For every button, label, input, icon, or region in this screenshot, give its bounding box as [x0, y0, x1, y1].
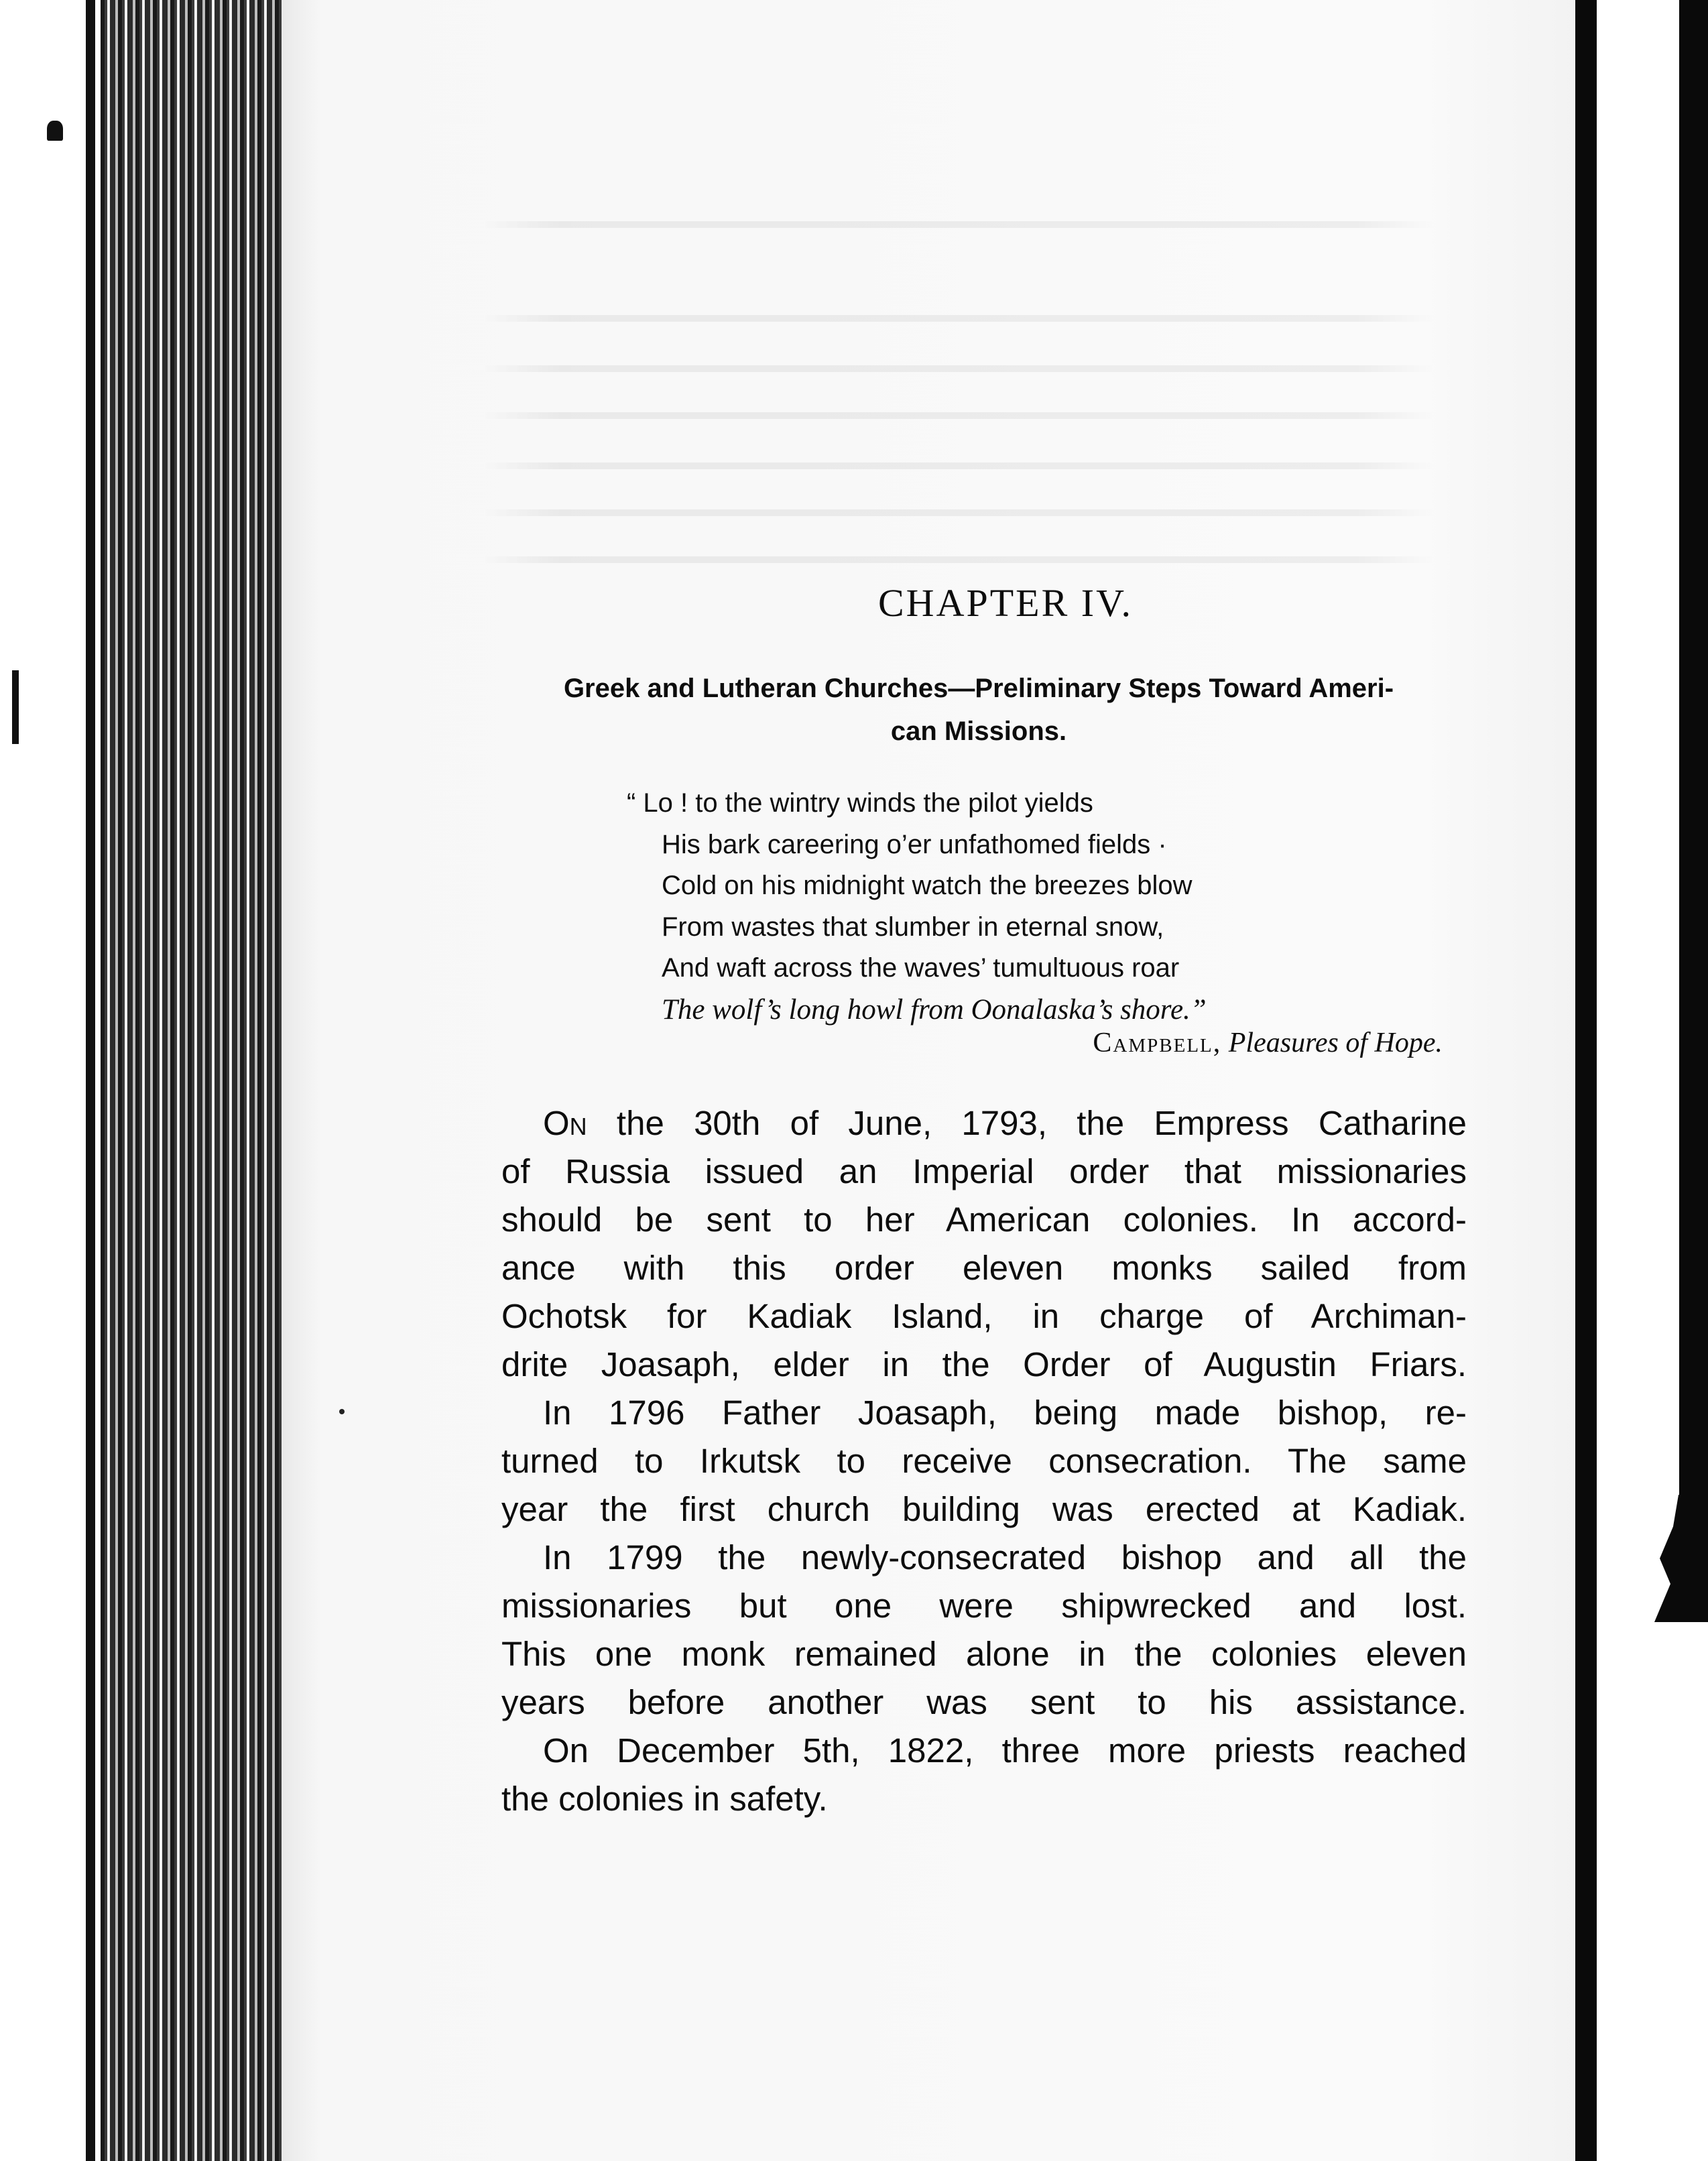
show-through-line [483, 365, 1435, 372]
paragraph-line: turned to Irkutsk to receive consecration. The same [501, 1442, 1467, 1480]
epigraph-attribution [737, 1027, 1443, 1059]
paragraph-initial: On [543, 1104, 587, 1142]
verse-line: From wastes that slumber in eternal snow, [662, 912, 1164, 942]
scan-left-border [86, 0, 95, 2161]
scan-right-border [1679, 0, 1708, 1622]
paragraph [501, 1727, 1467, 1823]
verse-line: The wolf’s long howl from Oonalaska’s shore.” [662, 993, 1207, 1026]
paragraph-line: On December 5th, 1822, three more priests reached [543, 1731, 1467, 1770]
paragraph-line: the colonies in safety. [501, 1780, 828, 1818]
show-through-line [483, 315, 1435, 322]
paragraph [501, 1389, 1467, 1534]
subtitle-line: can Missions. [890, 717, 1067, 746]
paragraph-line: In 1799 the newly-consecrated bishop and all the [543, 1538, 1467, 1577]
verse-line: “ Lo ! to the wintry winds the pilot yields [627, 788, 1093, 818]
book-right-spine [1575, 0, 1597, 2161]
scan-right-artifact [1654, 1495, 1708, 1622]
chapter-body [501, 1099, 1467, 1823]
paragraph-line: drite Joasaph, elder in the Order of Augustin Friars. [501, 1345, 1467, 1383]
show-through-line [483, 412, 1435, 419]
show-through-line [483, 509, 1435, 516]
book-page-edges [101, 0, 282, 2161]
show-through-line [483, 462, 1435, 469]
scan-artifact-mark [47, 121, 63, 141]
subtitle-line: Greek and Lutheran Churches—Preliminary Steps Toward Ameri- [563, 674, 1394, 703]
paragraph-line: should be sent to her American colonies. In accord- [501, 1200, 1467, 1239]
paragraph-line: In 1796 Father Joasaph, being made bishop, re- [543, 1394, 1467, 1432]
paragraph-line: years before another was sent to his assistance. [501, 1683, 1467, 1721]
paragraph-line: missionaries but one were shipwrecked and lost. [501, 1587, 1467, 1625]
verse-line: Cold on his midnight watch the breezes blow [662, 871, 1193, 900]
paragraph [501, 1099, 1467, 1389]
scan-speck [339, 1409, 345, 1414]
chapter-title: CHAPTER IV. [878, 581, 1133, 625]
epigraph-author: Campbell, [1093, 1028, 1222, 1058]
show-through-line [483, 221, 1435, 228]
scan-artifact-mark [12, 670, 19, 744]
epigraph-work: Pleasures of Hope. [1228, 1028, 1443, 1058]
epigraph-verse [627, 783, 1498, 1030]
paragraph-line: Ochotsk for Kadiak Island, in charge of Archiman- [501, 1297, 1467, 1335]
page-surface [282, 0, 1582, 2161]
paragraph-line-text: the 30th of June, 1793, the Empress Catharine [587, 1104, 1467, 1142]
paragraph-line: year the first church building was erected at Kadiak. [501, 1490, 1467, 1528]
verse-line: And waft across the waves’ tumultuous roar [662, 953, 1180, 983]
chapter-subtitle [489, 667, 1468, 753]
verse-line: His bark careering o’er unfathomed fields · [662, 829, 1167, 859]
paragraph-line: ance with this order eleven monks sailed from [501, 1249, 1467, 1287]
paragraph [501, 1534, 1467, 1727]
paragraph-line: of Russia issued an Imperial order that missionaries [501, 1152, 1467, 1190]
paragraph-line: This one monk remained alone in the colonies eleven [501, 1635, 1467, 1673]
show-through-line [483, 556, 1435, 563]
paragraph-line [501, 1099, 1467, 1148]
